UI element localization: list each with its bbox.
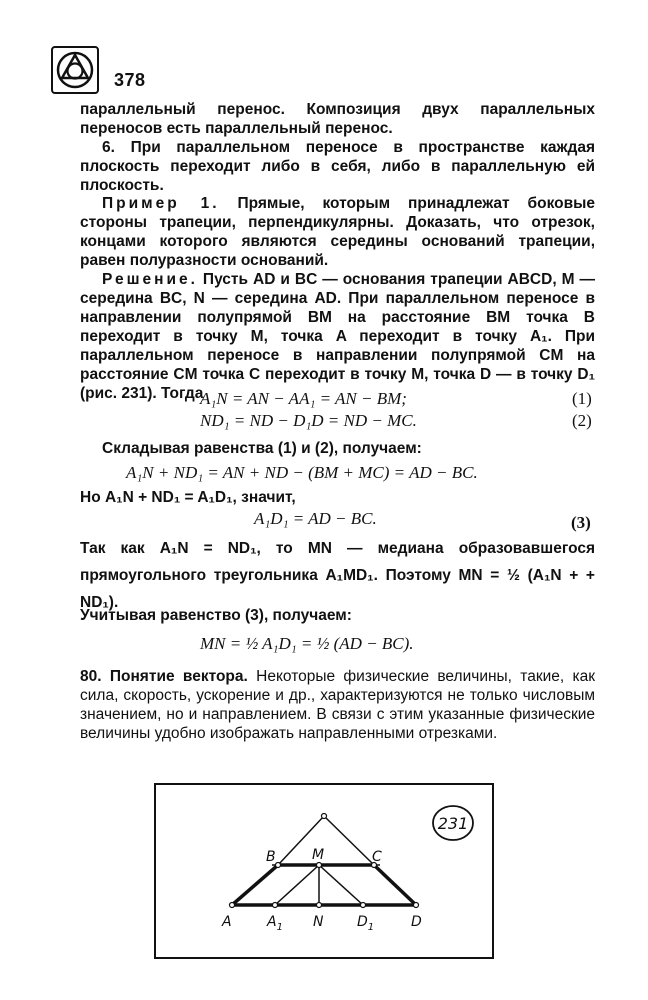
label-A1: $A_1$ [267,914,283,933]
side-DC [374,865,416,905]
considering-sentence: Учитывая равенство (3), получаем: [80,607,352,624]
item-6: 6. При параллельном переносе в пространстве каждая плоскость переходит либо в себя, либо в параллельную ей плоскость. [80,139,595,194]
solution-heading: Решение. [102,271,198,288]
label-A: A [222,914,232,930]
section-80 [80,667,595,743]
label-B: B [266,849,276,865]
label-M: M [312,847,325,863]
chapter-logo-icon [51,46,99,94]
equation-final: MN = ½ A₁D₁ = ½ (AD − BC). [200,634,414,653]
equation-3-number: (3) [571,513,591,532]
side-AB [232,865,278,905]
figure-231 [154,783,494,959]
extension-C [324,816,374,865]
example-heading: Пример 1. [102,195,220,212]
solution [80,270,595,403]
equation-2: ND₁ = ND − D₁D = ND − MC. [200,411,417,430]
section-80-text: Некоторые физические величины, такие, как сила, скорость, ускорение и др., характеризуются не только числовым значением, но и направлением. В связи с этим указанные физические величины удобно изображать направленными отрезками. [80,668,595,742]
solution-text: Пусть AD и BC — основания трапеции ABCD, M — середина BC, N — середина AD. При параллельном переносе в направлении полупрямой BM на расстояние BM точка B переходит в точку M, точка A переходит в точку A₁. При параллельном переносе в направлении полупрямой CM на расстояние CM точка C переходит в точку M, точка D — в точку D₁ (рис. 231). Тогда [80,271,595,402]
example-1 [80,194,595,270]
label-D1: $D_1$ [357,914,375,933]
adding-sentence: Складывая равенства (1) и (2), получаем: [102,440,422,457]
equation-sum: A₁N + ND₁ = AN + ND − (BM + MC) = AD − BC. [126,463,478,482]
equation-3: A₁D₁ = AD − BC. [254,509,377,528]
segment-MA1 [275,865,319,905]
page-number: 378 [114,70,146,90]
label-D: D [411,914,422,930]
equation-1-number: (1) [572,389,592,408]
equation-1: A₁N = AN − AA₁ = AN − BM; [200,389,407,408]
example-text: Прямые, которым принадлежат боковые стороны трапеции, перпендикулярны. Доказать, что отрезок, концами которого являются середины оснований трапеции, равен полуразности оснований. [80,195,595,269]
label-C: C [372,849,382,865]
segment-MD1 [319,865,363,905]
section-80-heading: 80. Понятие вектора. [80,668,248,685]
paragraph-continuation: параллельный перенос. Композиция двух параллельных переносов есть параллельный перенос. [80,101,595,137]
but-sentence: Но A₁N + ND₁ = A₁D₁, значит, [80,489,296,506]
since-sentence: Так как A₁N = ND₁, то MN — медиана образовавшегося прямоугольного треугольника A₁MD₁. Поэтому MN = ½ (A₁N + + ND₁). [80,540,595,611]
equation-2-number: (2) [572,411,592,430]
label-N: N [313,914,324,930]
figure-number: 231 [437,814,469,833]
